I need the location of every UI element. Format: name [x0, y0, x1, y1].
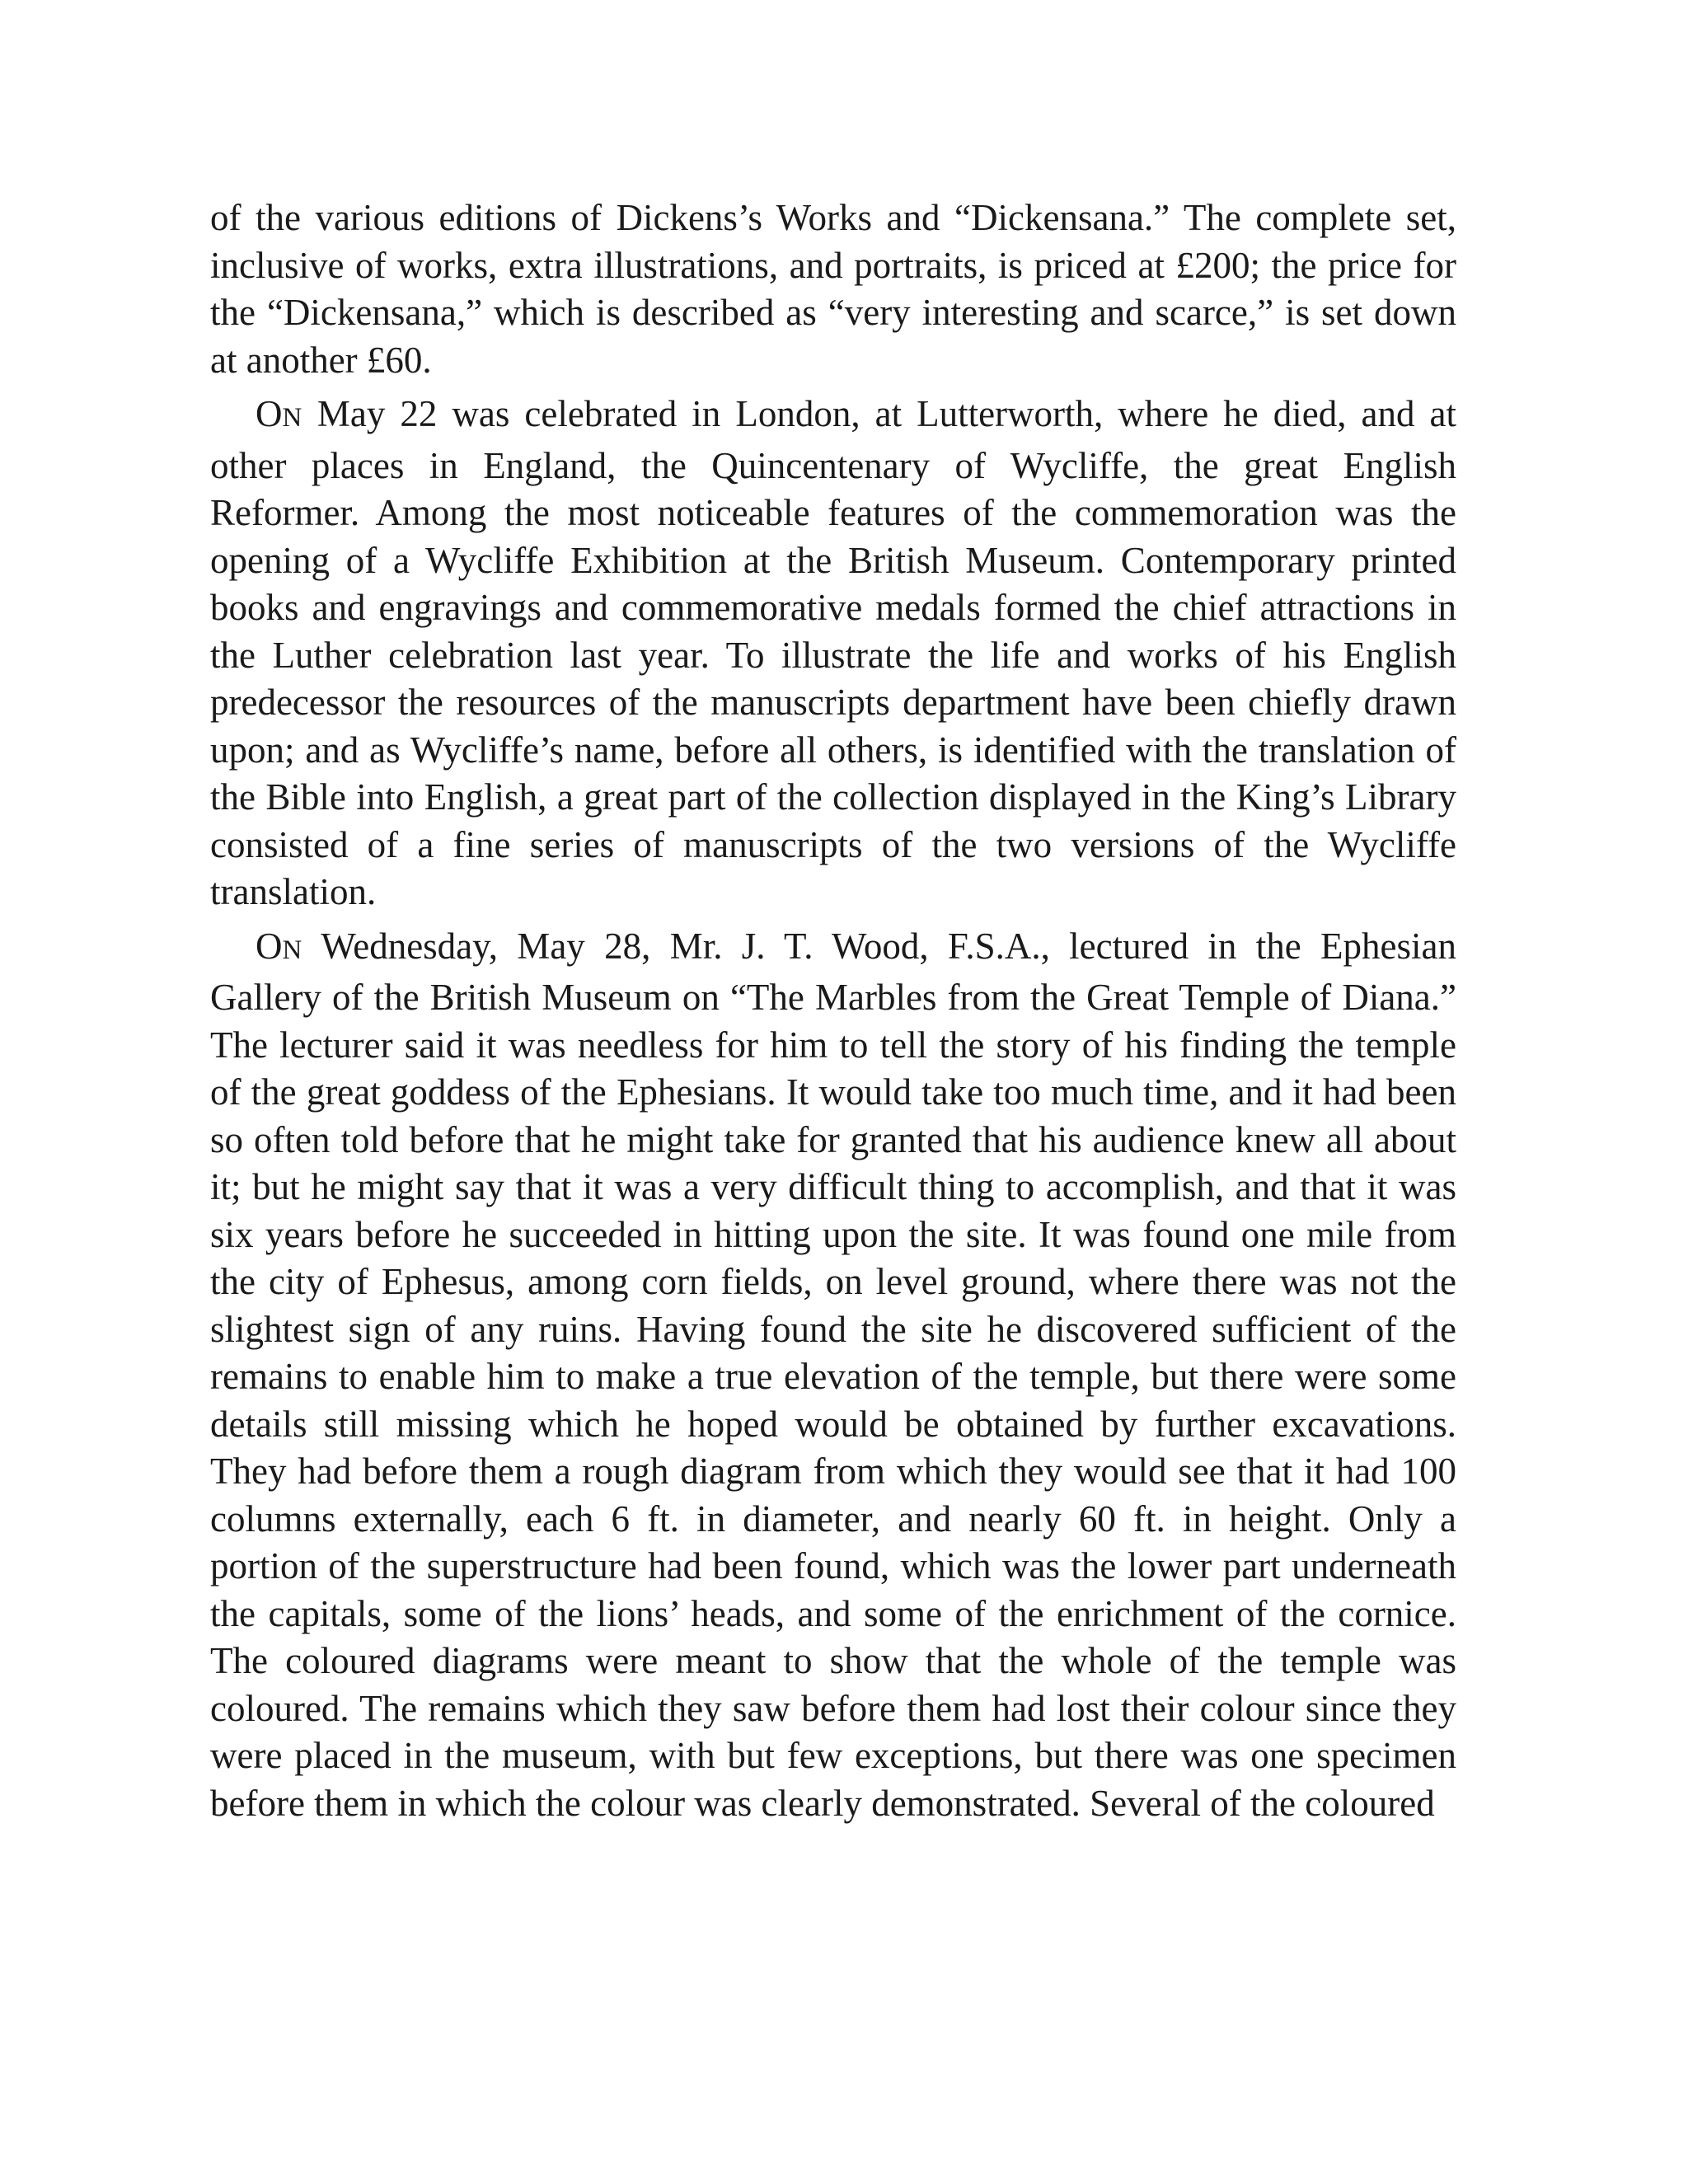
paragraph-wycliffe	[210, 391, 1456, 916]
paragraph-dickensana	[210, 194, 1456, 384]
small-caps-lead-first: O	[256, 393, 283, 434]
paragraph-text: May 22 was celebrated in London, at Lutterworth, where he died, and at other places in England, the Quincentenary of Wycliffe, the great English Reformer. Among the most noticeable features of the commemoration was the opening of a Wycliffe Exhibition at the British Museum. Contemporary printed books and engravings and commemorative medals formed the chief attractions in the Luther celebration last year. To illustrate the life and works of his English predecessor the resources of the manuscripts department have been chiefly drawn upon; and as Wycliffe’s name, before all others, is identified with the translation of the Bible into English, a great part of the collection displayed in the King’s Library consisted of a fine series of manuscripts of the two versions of the Wycliffe translation.	[210, 393, 1456, 912]
page-body	[210, 194, 1456, 1834]
small-caps-lead-rest: N	[282, 935, 302, 965]
paragraph-text: Wednesday, May 28, Mr. J. T. Wood, F.S.A., lectured in the Ephesian Gallery of the British Museum on “The Marbles from the Great Temple of Diana.” The lecturer said it was needless for him to tell the story of his finding the temple of the great goddess of the Ephesians. It would take too much time, and it had been so often told before that he might take for granted that his audience knew all about it; but he might say that it was a very difficult thing to accomplish, and that it was six years before he succeeded in hitting upon the site. It was found one mile from the city of Ephesus, among corn fields, on level ground, where there was not the slightest sign of any ruins. Having found the site he discovered sufficient of the remains to enable him to make a true elevation of the temple, but there were some details still missing which he hoped would be obtained by further excavations. They had before them a rough diagram from which they would see that it had 100 columns externally, each 6 ft. in diameter, and nearly 60 ft. in height. Only a portion of the superstructure had been found, which was the lower part underneath the capitals, some of the lions’ heads, and some of the enrichment of the cornice. The coloured diagrams were meant to show that the whole of the temple was coloured. The remains which they saw before them had lost their colour since they were placed in the museum, with but few exceptions, but there was one specimen before them in which the colour was clearly demonstrated. Several of the coloured	[210, 925, 1456, 1824]
small-caps-lead-rest: N	[282, 403, 302, 433]
small-caps-lead-first: O	[256, 925, 283, 967]
paragraph-temple-of-diana	[210, 923, 1456, 1828]
paragraph-text: of the various editions of Dickens’s Works and “Dickensana.” The complete set, inclusive of works, extra illustrations, and portraits, is priced at £200; the price for the “Dickensana,” which is described as “very interesting and scarce,” is set down at another £60.	[210, 197, 1456, 381]
